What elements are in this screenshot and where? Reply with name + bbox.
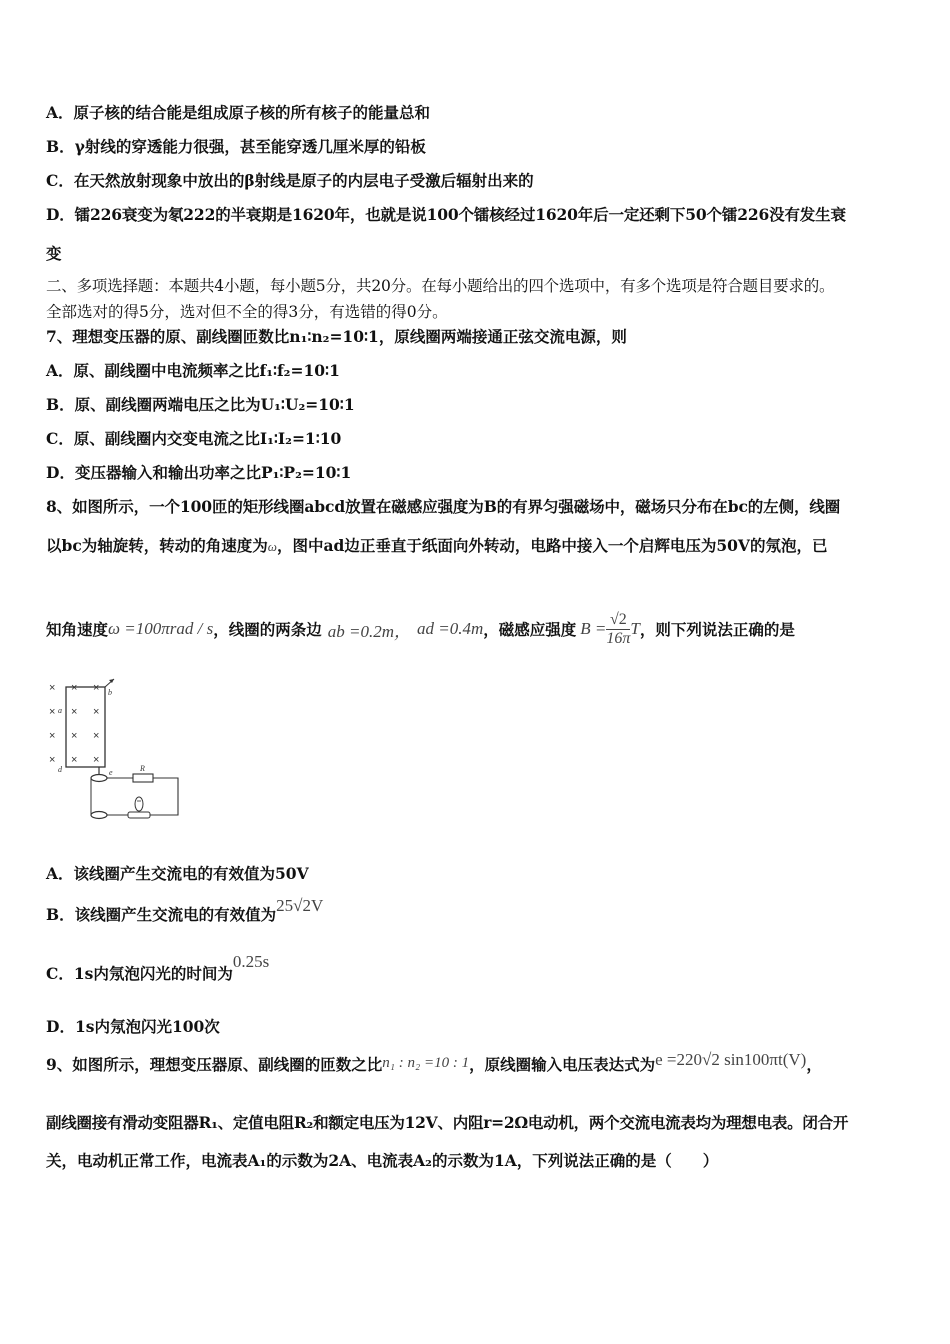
resistor-R [133,774,153,782]
option-c-beta-ray: C．在天然放射现象中放出的β射线是原子的内层电子受激后辐射出来的 [46,171,534,190]
question-9-stem-line2: 副线圈接有滑动变阻器R₁、定值电阻R₂和额定电压为12V、内阻r=2Ω电动机，两个交流电流表均为理想电表。闭合开 [46,1113,849,1132]
option-d-half-life: D．镭226衰变为氡222的半衰期是1620年，也就是说100个镭核经过1620年后一定还剩下50个镭226没有发生衰 [46,205,846,224]
question-9-stem-line1: 9、如图所示，理想变压器原、副线圈的匝数之比n₁ : n₂ =10 : 1，原线圈输入电压表达式为e =220√2 sin100πt(V)， [46,1050,822,1074]
option-d-continuation: 变 [46,244,62,263]
label-b: b [108,688,112,697]
wire-right [150,778,178,815]
option-b-gamma-ray: B．γ射线的穿透能力很强，甚至能穿透几厘米厚的铅板 [46,137,426,156]
q8-option-d: D．1s内氖泡闪光100次 [46,1017,220,1036]
question-8-stem-line3: 知角速度ω =100πrad / s，线圈的两条边 ab =0.2m， ad =0.4m，磁感应强度 B = $\frac{√2}{16\pi}$ T，则下列说法正确的是 [46,611,795,647]
field-cross: × [71,754,78,766]
q8-option-b: B．该线圈产生交流电的有效值为25√2V [46,896,324,924]
field-cross: × [93,706,100,718]
label-e: e [109,768,113,777]
section-scoring-rule: 全部选对的得5分，选对但不全的得3分，有选错的得0分。 [46,303,448,321]
field-cross: × [93,730,100,742]
question-8-stem-line2: 以bc为轴旋转，转动的角速度为ω，图中ad边正垂直于纸面向外转动，电路中接入一个启辉电压为50V的氖泡，已 [46,536,828,555]
field-cross: × [71,706,78,718]
field-cross: × [49,682,56,694]
slip-ring-lower [91,812,107,819]
option-a-binding-energy: A．原子核的结合能是组成原子核的所有核子的能量总和 [46,103,431,122]
q7-option-d: D．变压器输入和输出功率之比P₁∶P₂=10∶1 [46,463,352,482]
q7-option-b: B．原、副线圈两端电压之比为U₁∶U₂=10∶1 [46,395,355,414]
q7-option-c: C．原、副线圈内交变电流之比I₁∶I₂=1∶10 [46,429,342,448]
label-d: d [58,765,62,774]
field-cross: × [71,682,78,694]
q8-option-a: A．该线圈产生交流电的有效值为50V [46,864,309,883]
q8-option-c: C．1s内氖泡闪光的时间为0.25s [46,952,270,983]
field-cross: × [93,754,100,766]
field-cross: × [49,754,56,766]
coil-circuit-diagram [46,675,186,825]
question-8-stem-line1: 8、如图所示，一个100匝的矩形线圈abcd放置在磁感应强度为B的有界匀强磁场中，磁场只分布在bc的左侧，线圈 [46,497,841,516]
slip-ring-upper [91,775,107,782]
label-R: R [140,764,145,773]
q7-option-a: A．原、副线圈中电流频率之比f₁∶f₂=10∶1 [46,361,340,380]
b-field-fraction: $\frac{√2}{16\pi}$ [606,611,631,647]
neon-bulb [135,797,143,811]
field-cross: × [49,730,56,742]
label-a: a [58,706,62,715]
field-cross: × [71,730,78,742]
field-cross: × [93,682,100,694]
question-9-stem-line3: 关，电动机正常工作，电流表A₁的示数为2A、电流表A₂的示数为1A，下列说法正确的是（ ） [46,1151,719,1170]
question-7-stem: 7、理想变压器的原、副线圈匝数比n₁∶n₂=10∶1，原线圈两端接通正弦交流电源，则 [46,327,627,346]
field-cross: × [49,706,56,718]
section-heading: 二、多项选择题：本题共4小题，每小题5分，共20分。在每小题给出的四个选项中，有多个选项是符合题目要求的。 [46,277,835,295]
neon-bulb-base [128,812,150,818]
